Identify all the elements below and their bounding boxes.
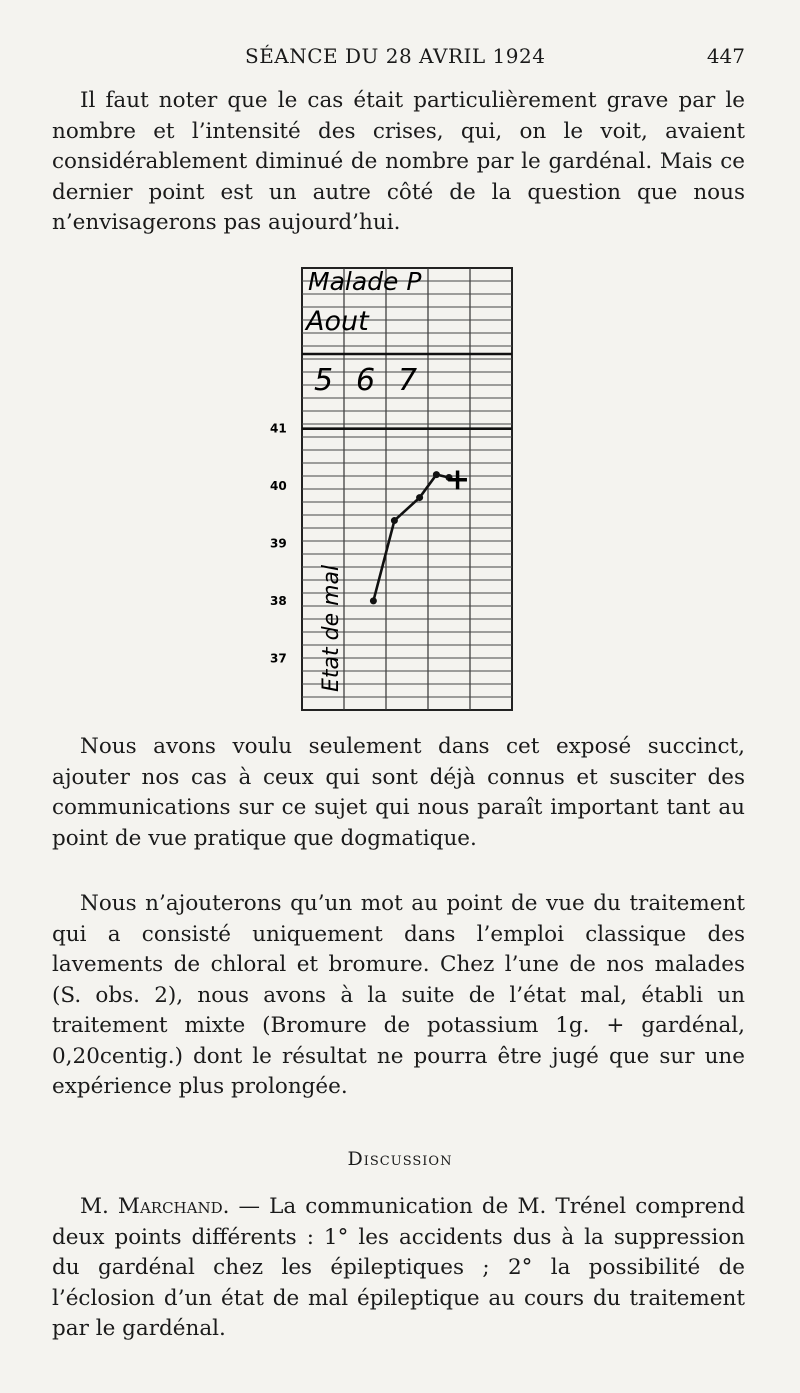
chart-y-tick-label: 39	[270, 536, 287, 551]
chart-y-labels	[270, 422, 287, 666]
chart-series	[370, 471, 453, 604]
paragraph-2: Nous avons voulu seulement dans cet exposé succinct, ajouter nos cas à ceux qui sont déjà connus et susciter des communications sur ce sujet qui nous paraît important tant au point de vue pratique que dogmatique.	[52, 734, 745, 851]
temperature-chart-svg	[260, 262, 520, 717]
temperature-chart	[260, 262, 520, 717]
paragraph-1: Il faut noter que le cas était particulièrement grave par le nombre et l’intensité des crises, qui, on le voit, avaient considérablement diminué de nombre par le gardénal. Mais ce dernier point est un autre côté de la question que nous n’envisagerons pas aujourd’hui.	[52, 88, 745, 235]
chart-data-point	[391, 517, 398, 524]
running-header	[245, 40, 745, 74]
chart-data-point	[433, 471, 440, 478]
chart-data-point	[416, 494, 423, 501]
chart-y-tick-label: 37	[270, 651, 287, 666]
chart-data-point	[370, 597, 377, 604]
page-number: 447	[706, 44, 745, 68]
paragraph-3: Nous n’ajouterons qu’un mot au point de vue du traitement qui a consisté uniquement dans l’emploi classique des lavements de chloral et bromure. Chez l’une de nos malades (S. obs. 2), nous avons à la suite de l’état mal, établi un traitement mixte (Bromure de potassium 1g. + gardénal, 0,20centig.) dont le résultat ne pourra être jugé que sur une expérience plus prolongée.	[52, 891, 745, 1099]
chart-column-header: 6	[356, 363, 376, 398]
header-title: SÉANCE DU 28 AVRIL 1924	[245, 44, 546, 68]
chart-column-header: 5	[314, 363, 334, 398]
speaker-name: M. Marchand.	[80, 1194, 230, 1219]
chart-column-header: 7	[398, 363, 418, 398]
chart-y-tick-label: 41	[270, 421, 287, 436]
chart-vertical-note: Etat de mal	[319, 564, 344, 692]
chart-end-mark: +	[445, 462, 471, 498]
chart-column-headers	[314, 363, 417, 398]
chart-series-line	[373, 475, 449, 601]
section-title: Discussion	[347, 1148, 453, 1170]
chart-y-tick-label: 38	[270, 593, 287, 608]
chart-y-tick-label: 40	[270, 479, 287, 494]
discussion-text: — La communication de M. Trénel comprend deux points différents : 1° les accidents dus à la suppression du gardénal chez les épileptiques ; 2° la possibilité de l’éclosion d’un état de mal épileptique au cours du traitement par le gardénal.	[52, 1194, 745, 1341]
chart-subtitle: Aout	[306, 306, 369, 337]
paragraph-discussion	[52, 1192, 745, 1345]
chart-title: Malade P	[308, 267, 422, 296]
